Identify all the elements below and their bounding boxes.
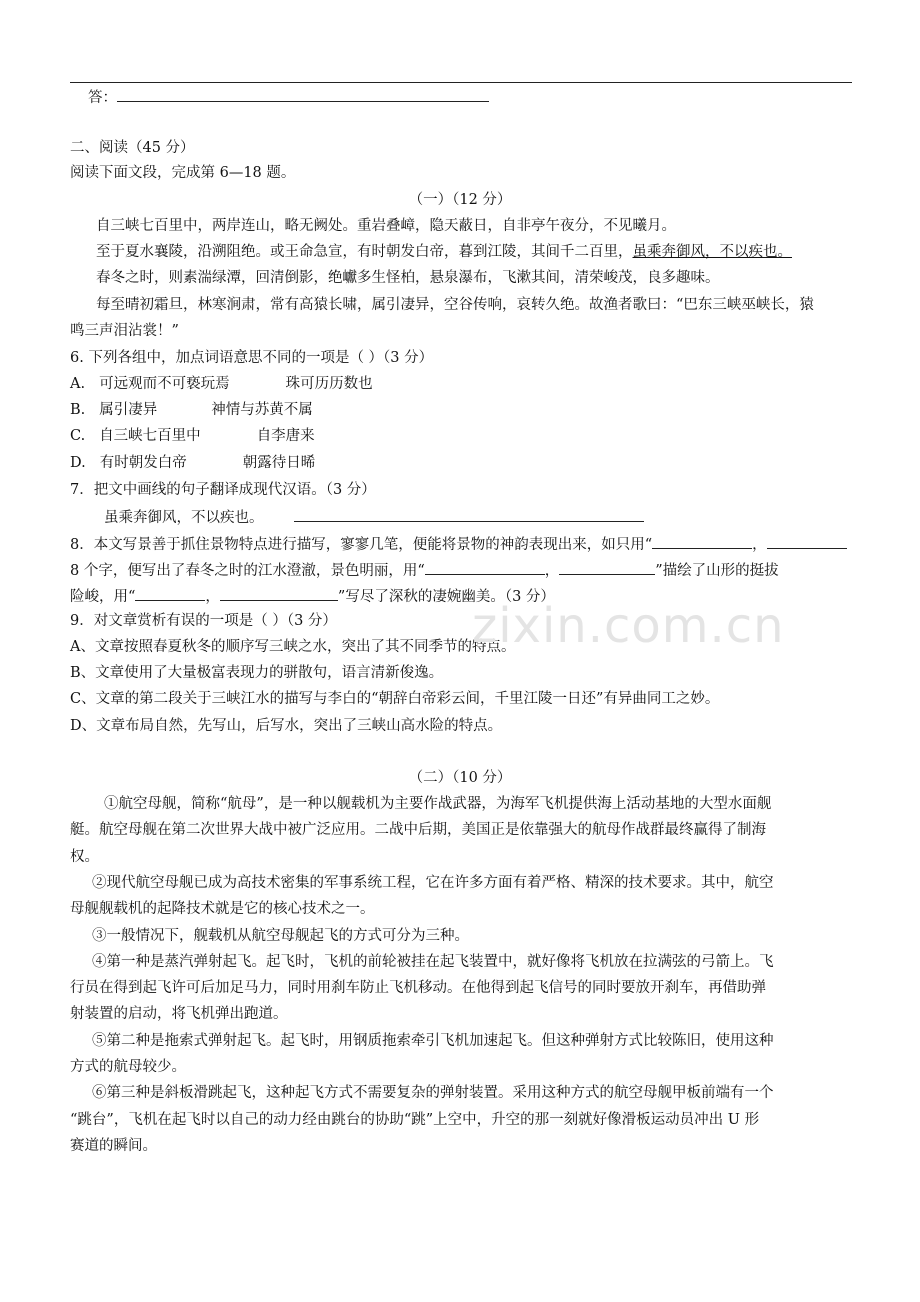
part1-paragraph-1: 自三峡七百里中，两岸连山，略无阙处。重岩叠嶂，隐天蔽日，自非亭午夜分，不见曦月。 [96,218,676,234]
question-9-stem: 9．对文章赏析有误的一项是（ ）（3 分） [70,613,337,629]
part2-paragraph-4-line-3: 射装置的启动，将飞机弹出跑道。 [70,1006,288,1022]
question-9-option-c: C、文章的第二段关于三峡江水的描写与李白的“朝辞白帝彩云间，千里江陵一日还”有异曲同工之妙。 [70,691,720,707]
question-8-line-1 [70,533,847,555]
section2-intro: 阅读下面文段，完成第 6—18 题。 [70,165,296,181]
question-6-option-c [70,426,315,446]
part1-paragraph-2 [96,242,792,262]
question-8-text-2: 8 个字，便写出了春冬之时的江水澄澈，景色明丽，用“ [70,563,425,579]
part1-heading: （一）（12 分） [408,192,512,208]
question-8-line-2 [70,559,779,581]
part2-paragraph-1-line-2: 艇。航空母舰在第二次世界大战中被广泛应用。二战中后期，美国正是依靠强大的航母作战群最终赢得了制海 [70,822,766,838]
question-8-blank-1[interactable] [652,533,752,549]
part2-paragraph-2-line-1: ②现代航空母舰已成为高技术密集的军事系统工程，它在许多方面有着严格、精深的技术要求。其中，航空 [92,875,774,891]
question-8-comma-3: ， [205,589,220,605]
question-8-text-4: 险峻，用“ [70,589,136,605]
question-7-blank[interactable] [294,506,644,522]
question-8-blank-6[interactable] [220,585,338,601]
section2-title: 二、阅读（45 分） [70,140,195,156]
question-8-comma-1: ， [752,537,767,553]
part1-paragraph-4-line-1: 每至晴初霜旦，林寒涧肃，常有高猿长啸，属引凄异，空谷传响，哀转久绝。故渔者歌曰：“巴东三峡巫峡长，猿 [96,297,814,313]
question-8-blank-2[interactable] [767,533,847,549]
option-d-word-2: 朝露待日晞 [242,455,316,471]
question-8-text-5: ”写尽了深秋的凄婉幽美。（3 分） [337,589,555,605]
question-8-text-1: 8．本文写景善于抓住景物特点进行描写，寥寥几笔，便能将景物的神韵表现出来，如只用“ [70,537,653,553]
option-c-word-2: 自李唐来 [256,428,315,444]
answer-blank[interactable] [117,86,489,102]
part2-paragraph-1-line-1: ①航空母舰，简称“航母”，是一种以舰载机为主要作战武器，为海军飞机提供海上活动基地的大型水面舰 [104,796,772,812]
question-6-option-b [70,400,313,420]
part1-paragraph-3: 春冬之时，则素湍绿潭，回清倒影，绝巘多生怪柏，悬泉瀑布，飞漱其间，清荣峻茂，良多趣味。 [96,270,720,286]
part2-paragraph-5-line-1: ⑤第二种是拖索式弹射起飞。起飞时，用钢质拖索牵引飞机加速起飞。但这种弹射方式比较陈旧，使用这种 [92,1033,774,1049]
option-c-label: C. [70,428,86,444]
part2-paragraph-6-line-3: 赛道的瞬间。 [70,1138,157,1154]
option-a-label: A. [70,376,86,392]
question-7-answer-line [104,506,644,528]
question-8-text-3: ”描绘了山形的挺拔 [655,563,779,579]
part2-paragraph-6-line-1: ⑥第三种是斜板滑跳起飞，这种起飞方式不需要复杂的弹射装置。采用这种方式的航空母舰甲板前端有一个 [92,1085,774,1101]
question-8-blank-3[interactable] [425,559,545,575]
answer-label: 答： [88,90,117,106]
part2-paragraph-5-line-2: 方式的航母较少。 [70,1059,186,1075]
option-b-word-2: 神情与苏黄不属 [211,402,313,418]
question-8-blank-4[interactable] [559,559,655,575]
part2-paragraph-1-line-3: 权。 [70,849,99,865]
question-8-blank-5[interactable] [135,585,205,601]
option-d-word-1: 有时朝发白帝 [99,455,187,471]
part2-paragraph-4-line-2: 行员在得到起飞许可后加足马力，同时用刹车防止飞机移动。在他得到起飞信号的同时要放开刹车，再借助弹 [70,980,766,996]
part2-paragraph-4-line-1: ④第一种是蒸汽弹射起飞。起飞时，飞机的前轮被挂在起飞装置中，就好像将飞机放在拉满弦的弓箭上。飞 [92,954,774,970]
top-rule [70,82,852,83]
option-d-label: D. [70,455,86,471]
question-7-sentence: 虽乘奔御风，不以疾也。 [104,510,264,526]
part1-paragraph-4-line-2: 鸣三声泪沾裳！” [70,323,179,339]
option-c-word-1: 自三峡七百里中 [99,428,201,444]
question-8-comma-2: ， [544,563,560,579]
question-6-stem: 6. 下列各组中，加点词语意思不同的一项是（ ）（3 分） [70,350,434,366]
part2-heading: （二）（10 分） [408,770,512,786]
part1-paragraph-2-text: 至于夏水襄陵，沿溯阻绝。或王命急宣，有时朝发白帝，暮到江陵，其间千二百里， [96,244,633,260]
option-a-word-1: 可远观而不可亵玩焉 [99,376,230,392]
answer-line [88,86,489,108]
part2-paragraph-3: ③一般情况下，舰载机从航空母舰起飞的方式可分为三种。 [92,928,469,944]
underlined-sentence: 虽乘奔御风，不以疾也。 [632,244,792,260]
part2-paragraph-2-line-2: 母舰舰载机的起降技术就是它的核心技术之一。 [70,901,375,917]
option-b-word-1: 属引凄异 [99,402,158,418]
question-6-option-d [70,453,315,473]
option-a-word-2: 珠可历历数也 [285,376,373,392]
question-6-option-a [70,374,373,394]
option-b-label: B. [70,402,86,418]
watermark: zixin.com.cn [472,598,785,654]
question-9-option-b: B、文章使用了大量极富表现力的骈散句，语言清新俊逸。 [70,665,444,681]
question-9-option-d: D、文章布局自然，先写山，后写水，突出了三峡山高水险的特点。 [70,718,503,734]
question-7-stem: 7．把文中画线的句子翻译成现代汉语。（3 分） [70,482,376,498]
question-9-option-a: A、文章按照春夏秋冬的顺序写三峡之水，突出了其不同季节的特点。 [70,639,516,655]
part2-paragraph-6-line-2: “跳台”，飞机在起飞时以自己的动力经由跳台的协助“跳”上空中，升空的那一刻就好像滑板运动员冲出 U 形 [70,1112,760,1128]
